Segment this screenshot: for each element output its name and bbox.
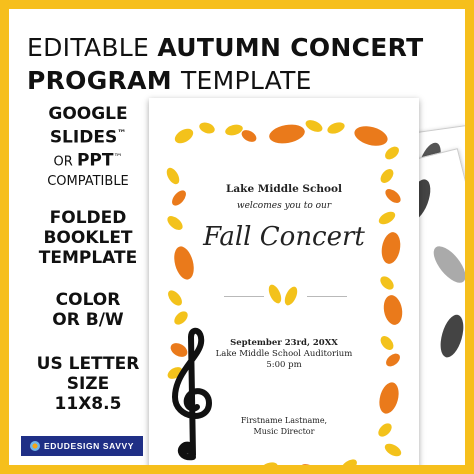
concert-title: Fall Concert bbox=[203, 222, 365, 252]
leaf-icon bbox=[378, 274, 396, 292]
product-banner bbox=[9, 9, 465, 465]
banner-title: EDITABLE AUTUMN CONCERT PROGRAM TEMPLATE bbox=[27, 33, 424, 95]
feature-color-bw: COLOR OR B/W bbox=[52, 290, 124, 330]
event-date: September 23rd, 20XX bbox=[230, 338, 338, 348]
divider-line-left bbox=[224, 296, 264, 297]
leaf-icon bbox=[172, 309, 190, 327]
leaf-gray-icon bbox=[428, 241, 465, 288]
director-role: Music Director bbox=[253, 427, 315, 436]
oak-leaf-icon bbox=[382, 294, 405, 327]
feature-compatibility: GOOGLE SLIDES™ OR PPT™ COMPATIBLE bbox=[47, 104, 129, 189]
feature-folded-booklet: FOLDED BOOKLET TEMPLATE bbox=[38, 208, 138, 268]
oak-leaf-icon bbox=[376, 380, 402, 416]
leaf-icon bbox=[339, 457, 359, 465]
oak-leaf-icon bbox=[352, 123, 390, 149]
school-name: Lake Middle School bbox=[225, 183, 343, 195]
oak-leaf-icon bbox=[268, 122, 307, 146]
welcome-text: welcomes you to our bbox=[236, 201, 332, 211]
leaf-gray-icon bbox=[436, 312, 465, 360]
leaf-icon bbox=[266, 283, 284, 305]
leaf-icon bbox=[326, 120, 346, 136]
leaf-icon bbox=[198, 121, 216, 136]
leaf-gray-icon bbox=[463, 377, 465, 425]
leaf-icon bbox=[383, 441, 404, 459]
leaf-icon bbox=[224, 123, 244, 137]
leaf-icon bbox=[172, 126, 195, 146]
leaf-icon bbox=[383, 144, 402, 162]
leaf-icon bbox=[259, 460, 279, 465]
leaf-icon bbox=[240, 128, 259, 145]
leaf-icon bbox=[165, 288, 184, 308]
divider-line-right bbox=[307, 296, 347, 297]
treble-clef-icon bbox=[167, 327, 217, 465]
feature-page-size: US LETTER SIZE 11X8.5 bbox=[36, 354, 140, 414]
brand-mark-icon bbox=[30, 441, 40, 451]
leaf-icon bbox=[304, 118, 325, 135]
event-venue: Lake Middle School Auditorium bbox=[215, 349, 353, 359]
leaf-icon bbox=[282, 285, 300, 307]
leaf-icon bbox=[299, 462, 320, 465]
director-name: Firstname Lastname, bbox=[240, 416, 328, 425]
event-time: 5:00 pm bbox=[266, 360, 302, 370]
brand-logo: EDUDESIGN SAVVY bbox=[21, 436, 143, 456]
